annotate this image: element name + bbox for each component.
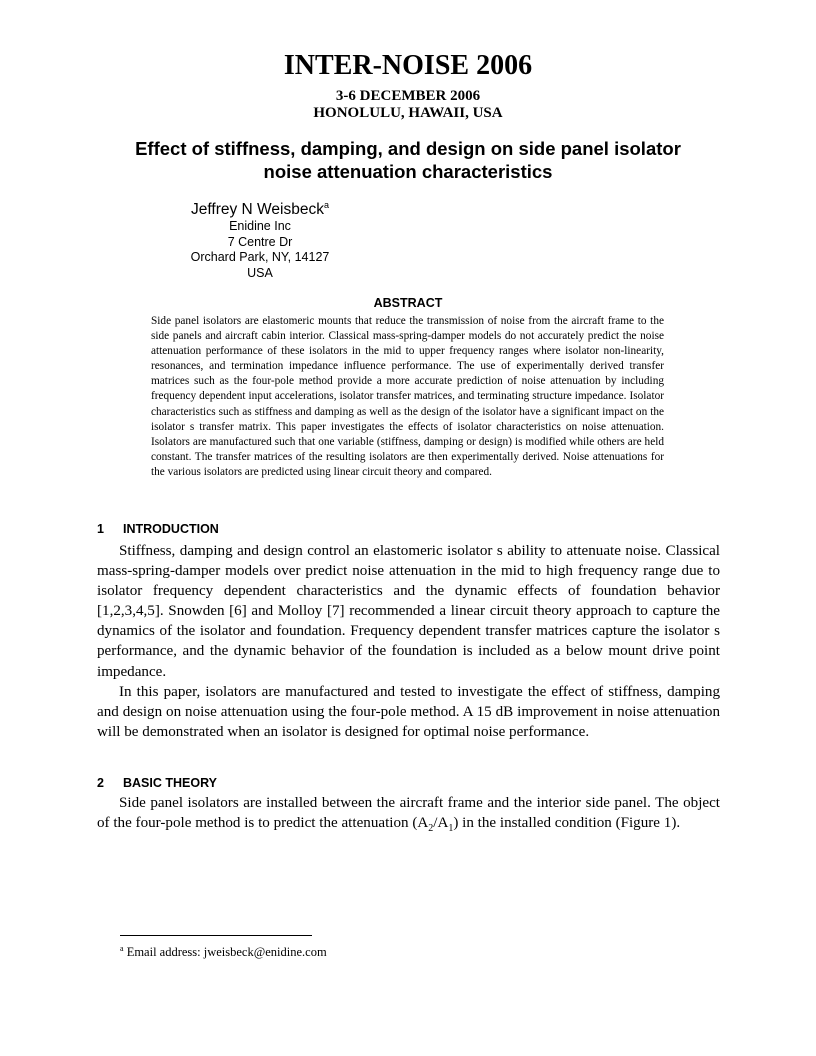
paper-title-line-1: Effect of stiffness, damping, and design on side panel isolator bbox=[135, 138, 681, 159]
abstract-text: Side panel isolators are elastomeric mounts that reduce the transmission of noise from the aircraft frame to the side panels and aircraft cabin interior. Classical mass-spring-damper models do not accurately predict the noise attenuation performance of these isolators in the mid to upper frequency ranges where isolator non-linearity, resonances, and termination impedance influence performance. The use of experimentally derived transfer matrices such as the four-pole method provide a more accurate prediction of noise attenuation by including frequency dependent input accelerations, isolator transfer matrices, and terminating structure impedance. Isolator characteristics such as stiffness and damping as well as the design of the isolator have a significant impact on the isolator s transfer matrix. This paper investigates the effects of isolator characteristics on noise attenuation. Isolators are manufactured such that one variable (stiffness, damping or design) is modified while others are held constant. The transfer matrices of the resulting isolators are then experimentally derived. Noise attenuations for the various isolators are predicted using linear circuit theory and compared. bbox=[151, 315, 664, 478]
basic-theory-text-2: ) in the installed condition (Figure 1). bbox=[453, 815, 681, 832]
introduction-paragraph-1: Stiffness, damping and design control an elastomeric isolator s ability to attenuate noise. Classical mass-spring-damper models over predict noise attenuation in the mid to high frequency range due to isolator frequency dependent characteristics and the dynamic effects of foundation behavior [1,2,3,4,5]. Snowden [6] and Molloy [7] recommended a linear circuit theory approach to capture the dynamics of the isolator and foundation. Frequency dependent transfer matrices capture the isolator s performance, and the dynamic behavior of the foundation is included as a below mount drive point impedance. bbox=[97, 543, 720, 680]
paper-title-line-2: noise attenuation characteristics bbox=[263, 161, 553, 182]
author-company: Enidine Inc bbox=[229, 219, 291, 233]
author-block bbox=[150, 200, 370, 281]
footnote-marker: a bbox=[120, 943, 124, 953]
section-heading-basic-theory bbox=[97, 776, 217, 790]
conference-title: INTER-NOISE 2006 bbox=[283, 50, 533, 81]
section-number: 2 bbox=[97, 776, 104, 790]
abstract-heading: ABSTRACT bbox=[373, 296, 443, 310]
section-heading-introduction bbox=[97, 522, 219, 536]
basic-theory-paragraph bbox=[97, 793, 720, 833]
author-street: 7 Centre Dr bbox=[227, 234, 293, 249]
conference-dates: 3-6 DECEMBER 2006 bbox=[335, 88, 481, 104]
section-title: INTRODUCTION bbox=[123, 522, 219, 536]
footnote-divider bbox=[120, 935, 312, 936]
basic-theory-text-1: Side panel isolators are installed between the aircraft frame and the interior side panel. The object of the four-pole method is to predict the attenuation (A bbox=[97, 795, 720, 832]
conference-location: HONOLULU, HAWAII, USA bbox=[313, 105, 503, 121]
section-number: 1 bbox=[97, 522, 104, 536]
footnote-text: Email address: jweisbeck@enidine.com bbox=[123, 945, 327, 959]
author-city: Orchard Park, NY, 14127 bbox=[190, 250, 330, 264]
author-name: Jeffrey N Weisbeck bbox=[191, 201, 324, 218]
author-country: USA bbox=[247, 265, 273, 280]
section-title: BASIC THEORY bbox=[123, 776, 217, 790]
author-footnote-marker: a bbox=[323, 199, 329, 210]
subscript-2: 2 bbox=[428, 823, 434, 835]
basic-theory-slash: /A bbox=[433, 815, 449, 832]
footnote bbox=[120, 944, 327, 960]
paper-title bbox=[0, 137, 816, 183]
subscript-1: 1 bbox=[448, 823, 454, 835]
introduction-paragraph-2: In this paper, isolators are manufactured and tested to investigate the effect of stiffness, damping and design on noise attenuation using the four-pole method. A 15 dB improvement in noise attenuation will be demonstrated when an isolator is designed for optimal noise performance. bbox=[97, 684, 720, 741]
author-name-line bbox=[150, 200, 370, 219]
